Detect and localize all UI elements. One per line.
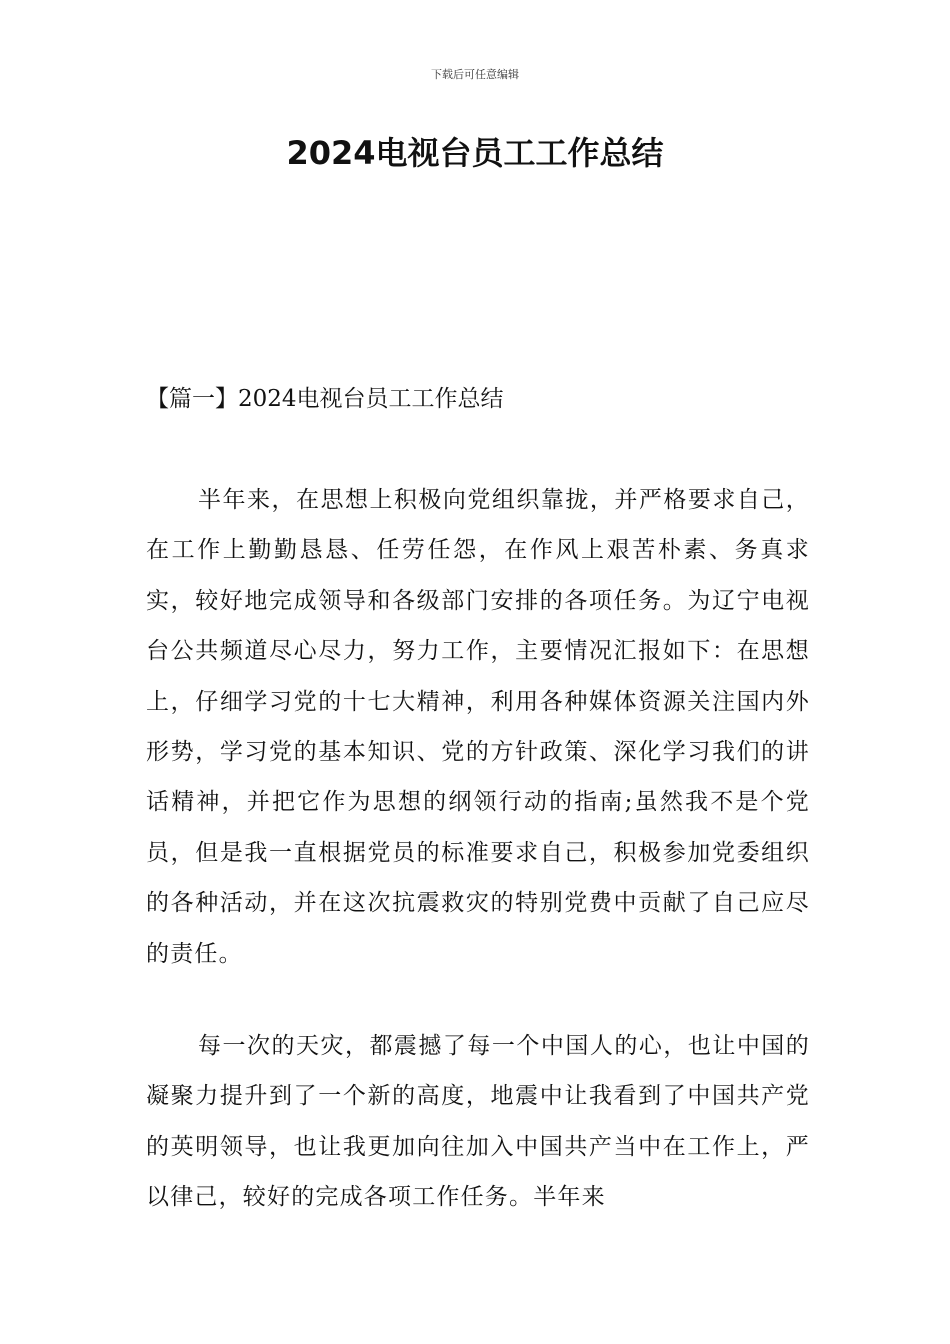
section-heading: 【篇一】2024电视台员工工作总结 bbox=[146, 386, 504, 412]
paragraph-1: 半年来，在思想上积极向党组织靠拢，并严格要求自己，在工作上勤勤恳恳、任劳任怨，在作风上艰苦朴素、务真求实，较好地完成领导和各级部门安排的各项任务。为辽宁电视台公共频道尽心尽力，努力工作，主要情况汇报如下：在思想上，仔细学习党的十七大精神，利用各种媒体资源关注国内外形势，学习党的基本知识、党的方针政策、深化学习我们的讲话精神，并把它作为思想的纲领行动的指南;虽然我不是个党员，但是我一直根据党员的标准要求自己，积极参加党委组织的各种活动，并在这次抗震救灾的特别党费中贡献了自己应尽的责任。 bbox=[146, 487, 810, 967]
header-note: 下载后可任意编辑 bbox=[431, 68, 519, 81]
document-title: 2024电视台员工工作总结 bbox=[286, 134, 664, 172]
paragraph-2: 每一次的天灾，都震撼了每一个中国人的心，也让中国的凝聚力提升到了一个新的高度，地震中让我看到了中国共产党的英明领导，也让我更加向往加入中国共产当中在工作上，严以律己，较好的完成各项工作任务。半年来 bbox=[146, 1033, 810, 1211]
